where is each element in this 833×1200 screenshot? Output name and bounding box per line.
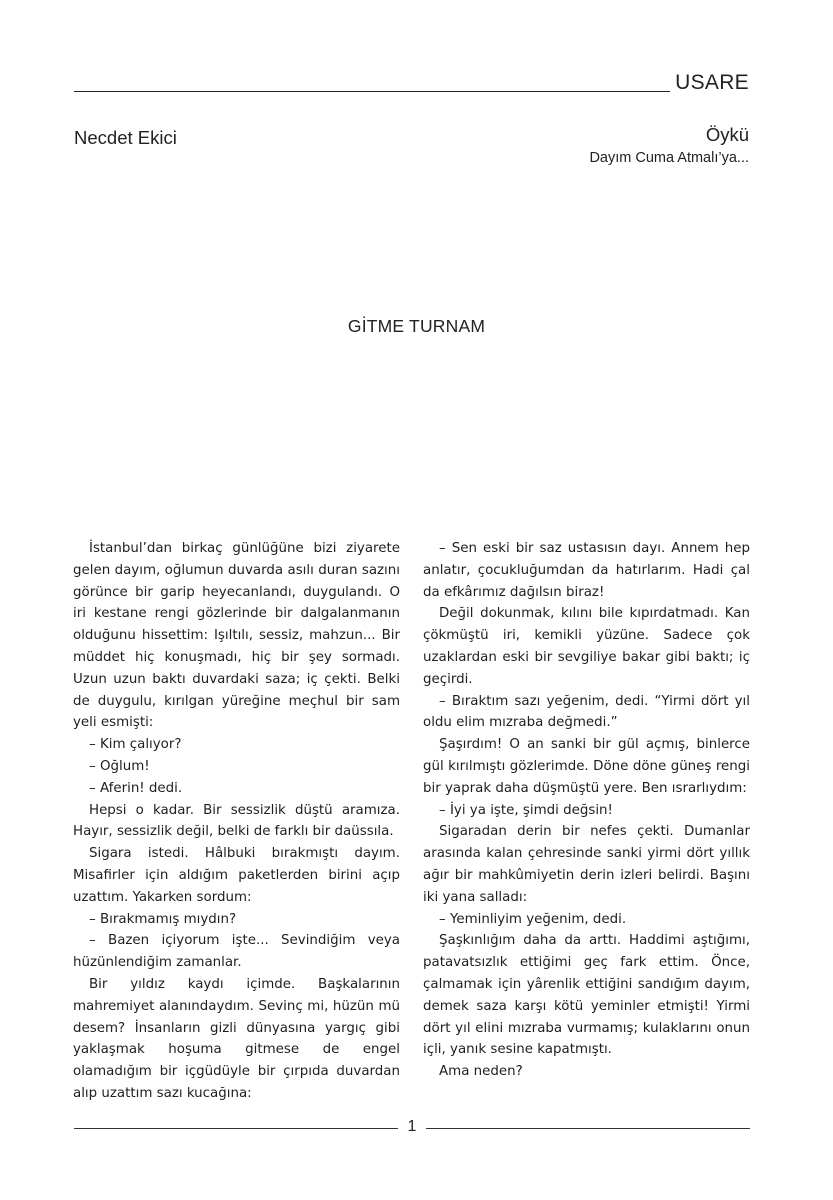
right-column xyxy=(423,538,750,1083)
paragraph: Sigaradan derin bir nefes çekti. Dumanlar arasında kalan çehresinde sanki yirmi dört yıllık ağır bir mahkûmiyetin derin izleri belirdi. Başını iki yana salladı: xyxy=(423,824,750,905)
paragraph: Ama neden? xyxy=(439,1064,523,1080)
paragraph: – İyi ya işte, şimdi değsin! xyxy=(439,802,613,818)
paragraph: Değil dokunmak, kılını bile kıpırdatmadı. Kan çökmüştü iri, kemikli yüzüne. Sadece çok uzaklardan eski bir sevgiliye bakar gibi baktı; iç geçirdi. xyxy=(423,606,750,687)
footer-rule-left xyxy=(74,1128,398,1129)
paragraph: – Bazen içiyorum işte... Sevindiğim veya hüzünlendiğim zamanlar. xyxy=(73,933,400,971)
paragraph: Hepsi o kadar. Bir sessizlik düştü aramıza. Hayır, sessizlik değil, belki de farklı bir daüssıla. xyxy=(73,802,400,840)
paragraph: – Aferin! dedi. xyxy=(89,780,183,796)
paragraph: – Kim çalıyor? xyxy=(89,737,182,753)
paragraph: Bir yıldız kaydı içimde. Başkalarının mahremiyet alanındaydım. Sevinç mi, hüzün mü desem? İnsanların gizli dünyasına yargıç gibi yaklaşmak hoşuma gitmese de engel olamadığım bir içgüdüyle bir çırpıda duvardan alıp uzattım sazı kucağına: xyxy=(73,976,400,1101)
genre-label: Öykü xyxy=(705,124,749,145)
paragraph: – Bırakmamış mıydın? xyxy=(89,911,237,927)
paragraph: Sigara istedi. Hâlbuki bırakmıştı dayım. Misafirler için aldığım paketlerden birini açıp uzattım. Yakarken sordum: xyxy=(73,846,400,905)
journal-name: USARE xyxy=(675,71,749,94)
author-name: Necdet Ekici xyxy=(74,127,177,148)
paragraph: Şaşırdım! O an sanki bir gül açmış, binlerce gül kırılmıştı gözlerimde. Döne döne güneş rengi bir yaprak daha düşmüştü yere. Ben ısrarlıydım: xyxy=(423,737,750,796)
dedication: Dayım Cuma Atmalı’ya... xyxy=(589,150,749,166)
footer-rule-right xyxy=(426,1128,750,1129)
story-title: GİTME TURNAM xyxy=(347,316,486,336)
paragraph: – Sen eski bir saz ustasısın dayı. Annem hep anlatır, çocukluğumdan da hatırlarım. Hadi çal da efkârımız dağılsın biraz! xyxy=(423,541,750,600)
paragraph: – Yeminliyim yeğenim, dedi. xyxy=(439,911,627,927)
paragraph: – Oğlum! xyxy=(89,758,150,774)
left-column xyxy=(73,538,400,1105)
page-number: 1 xyxy=(407,1118,417,1135)
paragraph: İstanbul’dan birkaç günlüğüne bizi ziyarete gelen dayım, oğlumun duvarda asılı duran sazını görünce bir garip heyecanlandı, duygulandı. O iri kestane rengi gözlerinde bir dalgalanmanın olduğunu hissettim: Işıltılı, sessiz, mahzun... Bir müddet hiç konuşmadı, hiç bir şey sormadı. Uzun uzun baktı duvardaki saza; iç çekti. Belki de duygulu, kırılgan yüreğine meçhul bir sam yeli esmişti: xyxy=(73,541,400,731)
header-rule xyxy=(74,91,670,92)
paragraph: – Bıraktım sazı yeğenim, dedi. “Yirmi dört yıl oldu elim mızraba değmedi.” xyxy=(423,693,750,731)
paragraph: Şaşkınlığım daha da arttı. Haddimi aştığımı, patavatsızlık ettiğimi geç fark ettim. Önce, çalmamak için yârenlik ettiğini sandığım dayım, demek saza karşı kötü yeminler etmişti! Yirmi dört yıl elini mızraba vurmamış; kulaklarını onun içli, yanık sesine kapatmıştı. xyxy=(423,933,750,1058)
